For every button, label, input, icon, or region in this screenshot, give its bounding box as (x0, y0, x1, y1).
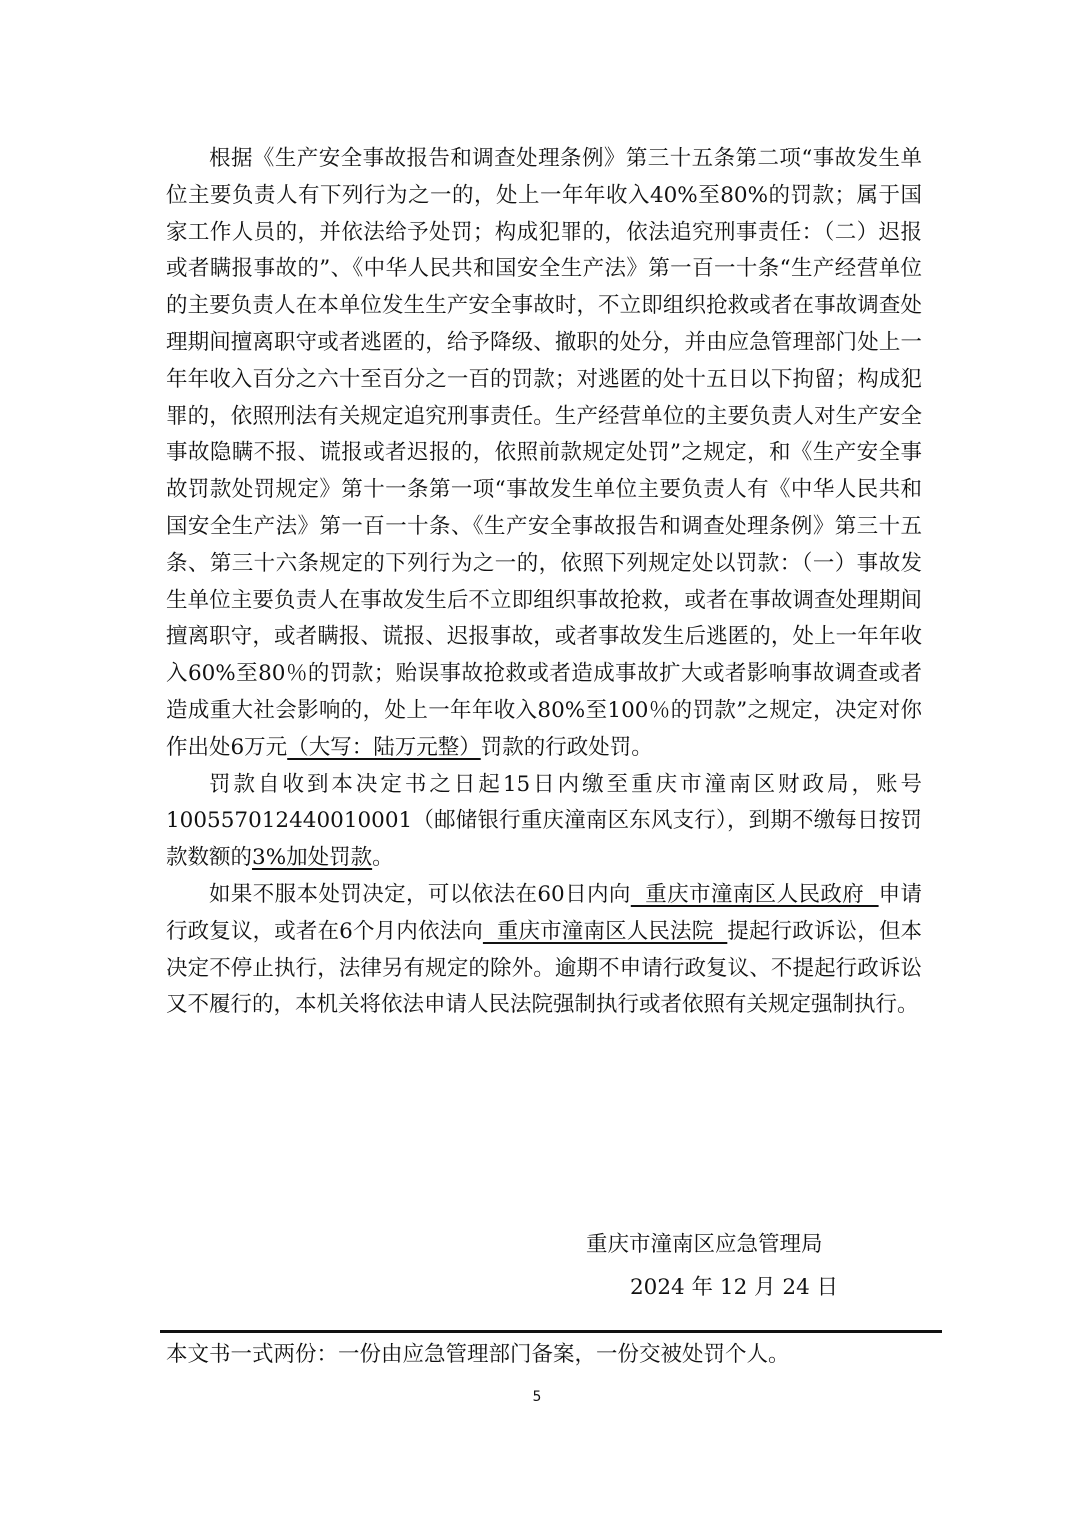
issuing-organization: 重庆市潼南区应急管理局 (586, 1232, 823, 1257)
decision-body (166, 141, 922, 1024)
appeal-text-2: 申请行政复议，或者在6个月内依法向 (166, 881, 922, 944)
footnote-divider (160, 1330, 942, 1333)
copies-note: 本文书一式两份：一份由应急管理部门备案，一份交被处罚个人。 (166, 1342, 790, 1367)
fine-amount-uppercase: （大写：陆万元整） (287, 734, 481, 760)
legal-basis-ending: 罚款的行政处罚。 (480, 734, 653, 760)
payment-ending: 。 (372, 845, 394, 871)
review-authority: 重庆市潼南区人民政府 (630, 881, 879, 907)
payment-paragraph (166, 767, 922, 877)
litigation-court: 重庆市潼南区人民法院 (482, 918, 728, 944)
signature-block (586, 1223, 846, 1309)
late-fee-rate: 3%加处罚款 (252, 845, 373, 871)
legal-basis-paragraph (166, 141, 922, 767)
issue-date: 2024 年 12 月 24 日 (630, 1275, 839, 1300)
appeal-text-3: 提起行政诉讼，但本决定不停止执行，法律另有规定的除外。逾期不申请行政复议、不提起行政诉讼又不履行的，本机关将依法申请人民法院强制执行或者依照有关规定强制执行。 (166, 918, 922, 1018)
page-number: 5 (532, 1389, 542, 1405)
appeal-paragraph (166, 877, 922, 1024)
legal-basis-text: 根据《生产安全事故报告和调查处理条例》第三十五条第二项“事故发生单位主要负责人有下列行为之一的，处上一年年收入40%至80%的罚款；属于国家工作人员的，并依法给予处罚；构成犯罪的，依法追究刑事责任：（二）迟报或者瞒报事故的”、《中华人民共和国安全生产法》第一百一十条“生产经营单位的主要负责人在本单位发生生产安全事故时，不立即组织抢救或者在事故调查处理期间擅离职守或者逃匿的，给予降级、撤职的处分，并由应急管理部门处上一年年收入百分之六十至百分之一百的罚款；对逃匿的处十五日以下拘留；构成犯罪的，依照刑法有关规定追究刑事责任。生产经营单位的主要负责人对生产安全事故隐瞒不报、谎报或者迟报的，依照前款规定处罚”之规定，和《生产安全事故罚款处罚规定》第十一条第一项“事故发生单位主要负责人有《中华人民共和国安全生产法》第一百一十条、《生产安全事故报告和调查处理条例》第三十五条、第三十六条规定的下列行为之一的，依照下列规定处以罚款：（一）事故发生单位主要负责人在事故发生后不立即组织事故抢救，或者在事故调查处理期间擅离职守，或者瞒报、谎报、迟报事故，或者事故发生后逃匿的，处上一年年收入60%至80％的罚款；贻误事故抢救或者造成事故扩大或者影响事故调查或者造成重大社会影响的，处上一年年收入80%至100％的罚款”之规定，决定对你作出处6万元 (166, 146, 922, 760)
appeal-text-1: 如果不服本处罚决定，可以依法在60日内向 (209, 881, 631, 907)
payment-text: 罚款自收到本决定书之日起15日内缴至重庆市潼南区财政局，账号100557012440010001（邮储银行重庆潼南区东风支行），到期不缴每日按罚款数额的 (166, 771, 922, 871)
